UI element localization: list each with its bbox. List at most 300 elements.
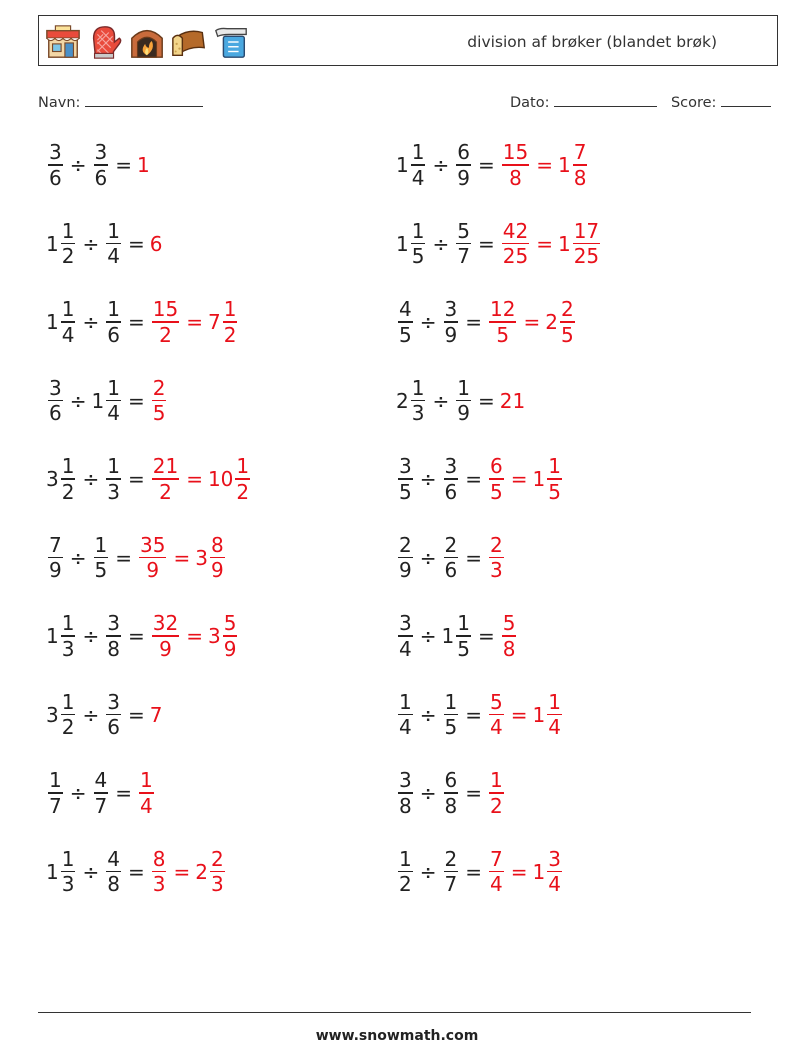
divide-sign: ÷ (82, 310, 100, 334)
footer-divider (38, 1012, 751, 1013)
answer-value-numerator: 15 (152, 297, 179, 322)
divide-sign: ÷ (82, 859, 100, 884)
answer (500, 219, 602, 269)
answer-mixed-fraction (223, 297, 238, 347)
answer-value-fraction (139, 533, 166, 583)
fireplace-icon (128, 23, 166, 61)
answer-mixed-whole: 1 (532, 467, 546, 491)
divisor-denominator: 7 (457, 244, 470, 269)
answer-mixed (533, 690, 564, 740)
header-icons (44, 23, 250, 61)
problem-1 (46, 137, 150, 193)
answer-value (487, 768, 506, 818)
problem-8 (396, 373, 525, 429)
divisor (104, 454, 123, 504)
answer-value (500, 389, 525, 413)
answer-value-fraction (489, 847, 504, 897)
answer-value-fraction (489, 690, 504, 740)
answer-mixed-numerator: 1 (548, 689, 561, 714)
answer (150, 611, 240, 661)
problem-4 (396, 216, 602, 272)
answer-mixed-whole: 10 (207, 467, 234, 491)
equals-sign: = (115, 153, 132, 177)
answer-mixed (558, 219, 602, 269)
answer (137, 153, 150, 177)
dividend-whole: 3 (46, 467, 59, 491)
answer-value (150, 232, 163, 256)
divisor-numerator: 1 (107, 218, 120, 243)
answer-value-fraction (502, 611, 517, 661)
equals-sign: = (127, 467, 145, 491)
divisor-fraction (456, 611, 471, 661)
answer-mixed-whole: 7 (207, 310, 221, 334)
divisor (442, 847, 461, 897)
problem-12 (396, 530, 506, 586)
dividend-whole: 1 (46, 624, 59, 648)
divide-sign: ÷ (419, 702, 437, 727)
dividend-denominator: 4 (399, 715, 412, 740)
divisor (104, 219, 123, 269)
answer-mixed-fraction (547, 847, 562, 897)
divisor-fraction (106, 376, 121, 426)
divisor-fraction (444, 454, 459, 504)
divisor-whole: 1 (91, 388, 105, 413)
divisor-fraction (106, 690, 121, 740)
divisor-numerator: 6 (457, 140, 470, 165)
answer-value-denominator: 2 (159, 322, 172, 347)
dividend-whole: 1 (46, 859, 59, 884)
equals-sign: = (477, 388, 495, 413)
answer-mixed-fraction (223, 611, 238, 661)
divisor-whole: 1 (441, 624, 455, 648)
answer-value-numerator: 1 (490, 768, 503, 793)
dividend-denominator: 2 (61, 244, 75, 269)
divide-sign: ÷ (432, 231, 450, 256)
date-label: Dato: (510, 95, 550, 111)
divisor-fraction (444, 297, 459, 347)
divisor-fraction (94, 533, 109, 583)
answer-value-fraction (489, 297, 516, 347)
dividend (396, 297, 415, 347)
answer-value-denominator: 4 (490, 715, 503, 740)
dividend-numerator: 3 (49, 375, 62, 400)
answer-value-fraction (489, 533, 504, 583)
answer-value-fraction (152, 611, 179, 661)
divisor-numerator: 2 (444, 532, 458, 557)
divide-sign: ÷ (419, 310, 437, 334)
answer-value-denominator: 2 (490, 793, 503, 818)
divisor (442, 454, 461, 504)
dividend-whole: 1 (46, 310, 59, 334)
equals-sign: = (127, 388, 145, 413)
divisor-denominator: 9 (457, 165, 470, 190)
answer-value-denominator: 9 (146, 558, 160, 583)
divisor-fraction (106, 219, 121, 269)
answer-mixed-fraction (210, 847, 225, 897)
divisor-numerator: 3 (107, 689, 120, 714)
equals-sign: = (465, 545, 482, 570)
answer-value (500, 140, 531, 190)
dividend-numerator: 3 (49, 140, 62, 165)
answer-value (500, 219, 531, 269)
answer-value-denominator: 5 (152, 401, 166, 426)
answer (500, 389, 525, 413)
divisor-numerator: 1 (457, 611, 470, 636)
divisor-fraction (94, 768, 109, 818)
dividend (46, 611, 77, 661)
divide-sign: ÷ (82, 231, 100, 256)
divide-sign: ÷ (82, 624, 100, 648)
divide-sign: ÷ (69, 545, 87, 570)
name-field (38, 94, 203, 111)
answer-value-fraction (152, 454, 179, 504)
dividend-numerator: 2 (399, 532, 412, 557)
answer-value-denominator: 5 (490, 479, 503, 504)
answer-value (137, 533, 168, 583)
divisor (104, 297, 123, 347)
answer (487, 690, 564, 740)
shop-icon (44, 23, 82, 61)
dividend (46, 847, 77, 897)
answer-equals-sign: = (536, 153, 553, 177)
dividend (396, 690, 415, 740)
answer-mixed-fraction (560, 297, 575, 347)
equals-sign: = (477, 231, 495, 256)
answer-mixed-whole: 1 (557, 231, 571, 256)
answer-mixed-denominator: 5 (548, 479, 561, 504)
answer-value-numerator: 2 (152, 375, 166, 400)
dividend-fraction (61, 611, 76, 661)
divisor (454, 219, 473, 269)
answer-value (487, 690, 506, 740)
answer-mixed-numerator: 7 (573, 140, 587, 165)
divide-sign: ÷ (419, 467, 437, 491)
dividend (396, 219, 427, 269)
answer-value (150, 376, 169, 426)
problem-2 (396, 137, 589, 193)
dividend-denominator: 4 (411, 165, 425, 190)
answer-mixed-denominator: 25 (573, 244, 600, 269)
bread-icon (170, 23, 208, 61)
divisor-numerator: 3 (107, 611, 120, 636)
divide-sign: ÷ (432, 388, 450, 413)
problem-13 (46, 608, 239, 664)
answer-value-numerator: 5 (502, 611, 516, 636)
divisor (442, 297, 461, 347)
answer-value (150, 454, 181, 504)
problem-3 (46, 216, 162, 272)
dividend-denominator: 3 (61, 636, 75, 661)
answer-value-denominator: 4 (140, 793, 153, 818)
divide-sign: ÷ (82, 467, 100, 491)
answer-value-fraction (152, 376, 167, 426)
answer-mixed-fraction (573, 219, 600, 269)
dividend-denominator: 9 (49, 558, 62, 583)
divisor-numerator: 5 (457, 218, 470, 243)
divide-sign: ÷ (432, 153, 450, 177)
answer-equals-sign: = (536, 231, 553, 256)
dividend-fraction (48, 768, 63, 818)
answer-equals-sign: = (510, 859, 528, 884)
divisor (92, 768, 111, 818)
answer (150, 847, 227, 897)
problem-15 (46, 687, 162, 743)
dividend-fraction (398, 768, 413, 818)
dividend-numerator: 3 (399, 768, 412, 793)
problem-10 (396, 451, 564, 507)
dividend-numerator: 1 (411, 375, 425, 400)
answer-value-whole: 1 (137, 153, 150, 177)
divisor (92, 140, 111, 190)
oven-mitt-icon (86, 23, 124, 61)
dividend (46, 454, 77, 504)
answer-value-denominator: 4 (490, 872, 503, 897)
divisor (454, 140, 473, 190)
problem-17 (46, 765, 156, 821)
problem-14 (396, 608, 518, 664)
dividend-fraction (411, 219, 426, 269)
dividend-denominator: 6 (49, 165, 62, 190)
dividend-denominator: 5 (399, 479, 412, 504)
dividend (46, 219, 77, 269)
equals-sign: = (127, 702, 145, 727)
dividend-fraction (398, 611, 413, 661)
worksheet-header (38, 15, 778, 66)
answer-equals-sign: = (523, 310, 541, 334)
dividend-numerator: 1 (61, 218, 75, 243)
divisor-denominator: 8 (107, 636, 120, 661)
dividend-fraction (398, 690, 413, 740)
answer-mixed-numerator: 2 (210, 846, 224, 871)
divisor-fraction (444, 768, 459, 818)
answer-mixed-numerator: 3 (548, 846, 561, 871)
answer-mixed-fraction (547, 454, 562, 504)
answer-value-denominator: 8 (502, 636, 516, 661)
dividend-fraction (48, 140, 63, 190)
answer-mixed-denominator: 5 (560, 322, 574, 347)
answer-value-numerator: 2 (490, 532, 503, 557)
dividend-fraction (48, 376, 63, 426)
answer-equals-sign: = (186, 624, 203, 648)
dividend-numerator: 1 (61, 454, 75, 479)
equals-sign: = (115, 781, 132, 805)
answer-value-numerator: 42 (502, 218, 529, 243)
problem-9 (46, 451, 252, 507)
dividend-denominator: 4 (61, 322, 75, 347)
divisor (104, 847, 123, 897)
answer (137, 533, 227, 583)
answer-value-fraction (489, 768, 504, 818)
divisor-numerator: 1 (107, 375, 120, 400)
score-line[interactable] (721, 94, 771, 107)
divisor-denominator: 6 (444, 558, 458, 583)
answer-value-numerator: 1 (140, 768, 153, 793)
answer-mixed-numerator: 8 (210, 532, 224, 557)
dividend-fraction (61, 219, 76, 269)
equals-sign: = (465, 781, 482, 805)
dividend-numerator: 1 (411, 140, 425, 165)
answer-value-numerator: 12 (490, 297, 516, 322)
divisor (442, 533, 461, 583)
divisor-denominator: 6 (107, 715, 120, 740)
answer-equals-sign: = (186, 467, 203, 491)
dividend-numerator: 7 (49, 532, 62, 557)
answer-value-fraction (502, 219, 529, 269)
dividend-numerator: 3 (399, 611, 412, 636)
divide-sign: ÷ (419, 545, 437, 570)
answer-value-fraction (152, 297, 179, 347)
problem-6 (396, 294, 577, 350)
equals-sign: = (465, 467, 482, 491)
name-line[interactable] (85, 94, 203, 107)
answer-value (487, 533, 506, 583)
dividend-fraction (398, 533, 413, 583)
dividend-denominator: 5 (399, 322, 412, 347)
answer-value-whole: 6 (149, 231, 163, 256)
answer-value-numerator: 8 (152, 846, 166, 871)
divisor-numerator: 2 (444, 846, 458, 871)
divide-sign: ÷ (82, 702, 100, 727)
divide-sign: ÷ (69, 781, 87, 805)
answer-value-numerator: 32 (152, 611, 179, 636)
divisor (104, 690, 123, 740)
answer-value-numerator: 6 (490, 454, 503, 479)
dividend-fraction (398, 454, 413, 504)
divisor-denominator: 9 (444, 322, 458, 347)
divisor-denominator: 5 (457, 636, 470, 661)
answer-mixed-whole: 1 (557, 153, 571, 177)
dividend-denominator: 9 (399, 558, 412, 583)
answer-value (500, 611, 519, 661)
dividend-fraction (61, 297, 76, 347)
answer-mixed-denominator: 4 (548, 872, 561, 897)
answer-value (137, 768, 156, 818)
divisor (442, 611, 473, 661)
date-line[interactable] (554, 94, 657, 107)
answer (487, 297, 577, 347)
divisor-fraction (444, 847, 459, 897)
divisor-fraction (456, 376, 471, 426)
divisor-numerator: 4 (94, 768, 108, 793)
divisor-numerator: 1 (457, 375, 470, 400)
answer (150, 297, 240, 347)
divisor-denominator: 4 (107, 244, 120, 269)
divisor-denominator: 7 (444, 872, 458, 897)
divisor-numerator: 4 (107, 846, 120, 871)
answer-mixed-fraction (235, 454, 250, 504)
divisor-fraction (444, 533, 459, 583)
dividend (396, 533, 415, 583)
footer-url: www.snowmath.com (315, 1028, 479, 1044)
answer-mixed-whole: 1 (532, 702, 546, 727)
answer-mixed-denominator: 9 (223, 636, 237, 661)
dividend (46, 690, 77, 740)
answer-mixed-fraction (547, 690, 562, 740)
dividend-numerator: 1 (399, 846, 412, 871)
divisor-denominator: 9 (457, 401, 470, 426)
answer-equals-sign: = (173, 859, 191, 884)
answer-mixed-numerator: 2 (560, 297, 574, 322)
divisor (442, 768, 461, 818)
answer-equals-sign: = (173, 545, 191, 570)
answer-value (150, 703, 163, 727)
divisor-numerator: 3 (444, 454, 458, 479)
score-label: Score: (670, 95, 717, 111)
answer-mixed (195, 847, 226, 897)
divisor-fraction (444, 690, 459, 740)
dividend-denominator: 2 (61, 479, 75, 504)
divisor (442, 690, 461, 740)
dividend-denominator: 5 (411, 244, 425, 269)
dividend-numerator: 4 (399, 297, 412, 322)
equals-sign: = (127, 624, 145, 648)
equals-sign: = (465, 702, 482, 727)
dividend-fraction (398, 297, 413, 347)
answer-value (137, 153, 150, 177)
answer-mixed-whole: 2 (545, 310, 558, 334)
answer-mixed-denominator: 8 (573, 165, 587, 190)
problem-20 (396, 844, 564, 900)
dividend-numerator: 1 (49, 768, 62, 793)
answer-value-numerator: 7 (490, 846, 503, 871)
measuring-cup-icon (212, 23, 250, 61)
problem-7 (46, 373, 168, 429)
problem-11 (46, 530, 227, 586)
answer-value-fraction (139, 768, 154, 818)
answer-mixed-numerator: 1 (223, 297, 237, 322)
dividend-denominator: 3 (411, 401, 425, 426)
dividend-fraction (411, 376, 426, 426)
divisor-denominator: 5 (94, 558, 108, 583)
dividend-whole: 1 (46, 231, 59, 256)
answer (150, 454, 252, 504)
equals-sign: = (477, 624, 495, 648)
equals-sign: = (127, 310, 145, 334)
dividend-denominator: 7 (49, 793, 62, 818)
answer-mixed (195, 533, 226, 583)
divisor-numerator: 1 (94, 532, 108, 557)
divisor-denominator: 3 (107, 479, 120, 504)
answer-value-denominator: 9 (159, 636, 172, 661)
divisor (92, 376, 123, 426)
dividend-fraction (398, 847, 413, 897)
divisor (454, 376, 473, 426)
divisor-fraction (106, 611, 121, 661)
answer-value-fraction (489, 454, 504, 504)
answer-equals-sign: = (510, 467, 528, 491)
answer-mixed-numerator: 17 (573, 218, 600, 243)
answer-value (487, 454, 506, 504)
answer-mixed-whole: 2 (195, 859, 208, 884)
answer (150, 376, 169, 426)
answer-value-whole: 21 (499, 388, 526, 413)
divide-sign: ÷ (69, 153, 87, 177)
answer-equals-sign: = (186, 310, 203, 334)
dividend-denominator: 6 (49, 401, 62, 426)
equals-sign: = (477, 153, 495, 177)
answer-mixed-denominator: 9 (210, 558, 224, 583)
answer (137, 768, 156, 818)
dividend-whole: 2 (396, 388, 409, 413)
dividend-denominator: 2 (61, 715, 75, 740)
dividend-whole: 1 (396, 231, 409, 256)
answer-mixed (558, 140, 589, 190)
dividend-fraction (61, 454, 76, 504)
divisor-denominator: 4 (107, 401, 120, 426)
answer-value-denominator: 3 (152, 872, 166, 897)
dividend-denominator: 2 (399, 872, 412, 897)
divisor (104, 611, 123, 661)
